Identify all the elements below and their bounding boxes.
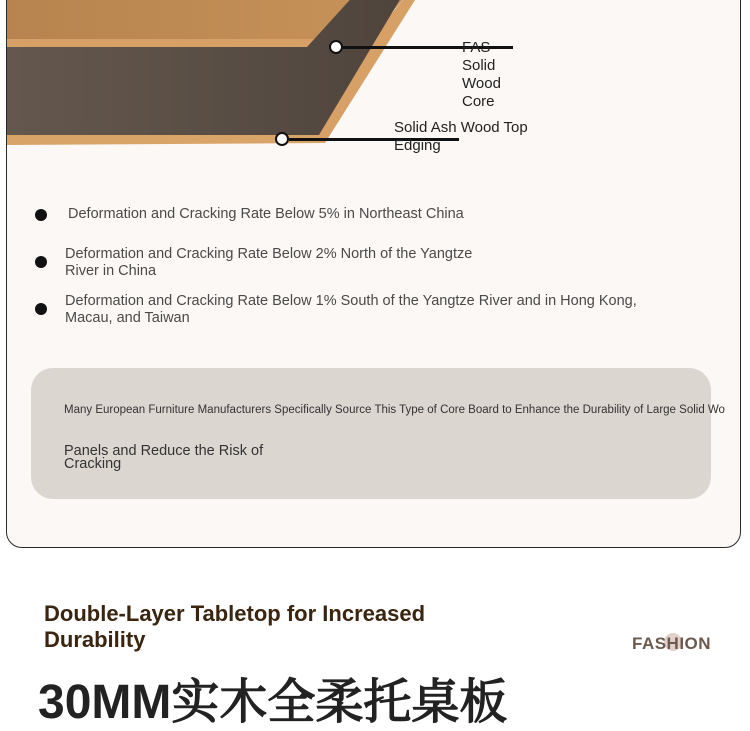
bullet-dot-2: [35, 256, 47, 268]
callout-core-dot: [329, 40, 343, 54]
note-line-2: Panels and Reduce the Risk of Cracking: [64, 443, 264, 472]
section-heading: 30MM实木全柔托桌板: [38, 676, 508, 729]
info-note-box: [31, 368, 725, 499]
bullet-text-3: Deformation and Cracking Rate Below 1% South of the Yangtze River and in Hong Kong, Macau, and Taiwan: [65, 293, 637, 326]
bullet-dot-3: [35, 303, 47, 315]
tabletop-cross-section-image: [7, 0, 740, 171]
bullet-text-1: Deformation and Cracking Rate Below 5% in Northeast China: [68, 206, 464, 222]
callout-core-label: FAS Solid Wood Core: [462, 39, 501, 110]
bullet-text-2: Deformation and Cracking Rate Below 2% North of the Yangtze River in China: [65, 246, 473, 279]
product-detail-card: [6, 0, 741, 548]
brand-logo: FASHION: [632, 634, 712, 653]
callout-edging-dot: [275, 132, 289, 146]
section-title: Double-Layer Tabletop for Increased Durability: [44, 601, 426, 652]
bullet-dot-1: [35, 209, 47, 221]
callout-edging-label: Solid Ash Wood Top Edging: [394, 119, 528, 154]
note-line-1: Many European Furniture Manufacturers Specifically Source This Type of Core Board to Enhance the Durability of Large Solid Wo: [64, 404, 725, 416]
